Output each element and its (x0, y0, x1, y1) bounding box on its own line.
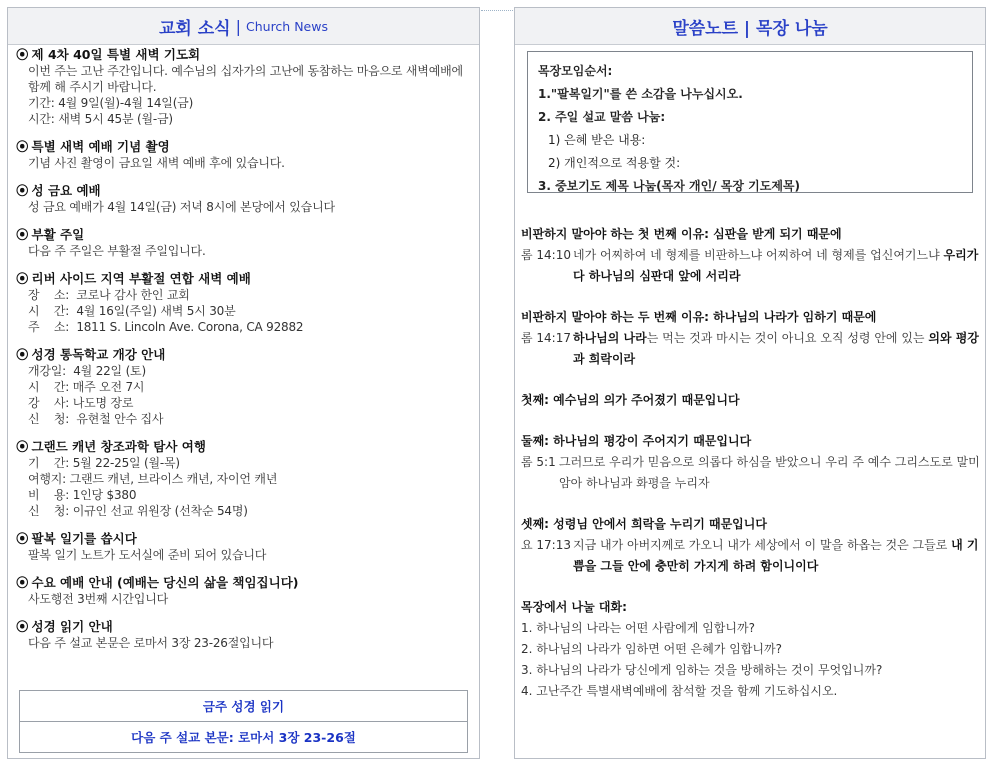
point-heading: 둘째: 하나님의 평강이 주어지기 때문입니다 (521, 434, 752, 448)
bullet-icon: ⦿ (16, 531, 29, 546)
news-item-line: 기 간: 5월 22-25일 (월-목) (28, 456, 180, 470)
verse-text-bold: 의와 평강과 희락이라 (573, 331, 979, 366)
bullet-icon: ⦿ (16, 139, 29, 154)
news-item (16, 47, 473, 127)
point-heading: 셋째: 성령님 안에서 희락을 누리기 때문입니다 (521, 517, 767, 531)
news-item-line: 주 소: 1811 S. Lincoln Ave. Corona, CA 92882 (28, 320, 304, 334)
verse-text: 그러므로 우리가 믿음으로 의롭다 하심을 받았으니 우리 주 예수 그리스도로 말미암아 하나님과 화평을 누리자 (559, 455, 980, 490)
news-item-title: 성 금요 예배 (31, 183, 101, 198)
news-item-line: 다음 주 설교 본문은 로마서 3장 23-26절입니다 (28, 636, 274, 650)
church-news-subtitle: Church News (246, 18, 328, 34)
verse-text-bold: 하나님의 나라 (573, 331, 647, 345)
news-item (16, 347, 473, 427)
verse-ref: 롬 14:10 (521, 248, 571, 262)
bullet-icon: ⦿ (16, 271, 29, 286)
meeting-order-substep: 2) 개인적으로 적용할 것: (548, 156, 681, 170)
meeting-order-substep: 1) 은혜 받은 내용: (548, 133, 646, 147)
meeting-order-step: 3. 중보기도 제목 나눔(목자 개인/ 목장 기도제목) (538, 179, 800, 193)
news-item (16, 227, 473, 259)
news-item (16, 619, 473, 651)
news-item-line: 여행지: 그랜드 캐년, 브라이스 캐년, 자이언 캐년 (28, 472, 278, 486)
discussion-heading: 목장에서 나눌 대화: (521, 600, 627, 614)
news-item-line: 다음 주 주일은 부활절 주일입니다. (28, 244, 206, 258)
news-item-title: 특별 새벽 예배 기념 촬영 (31, 139, 170, 154)
verse-text-plain: 는 먹는 것과 마시는 것이 아니요 오직 성령 안에 있는 (646, 331, 925, 345)
sermon-note-header (515, 8, 985, 45)
panel-divider (481, 10, 513, 761)
reason-heading: 비판하지 말아야 하는 두 번째 이유: 하나님의 나라가 임하기 때문에 (521, 310, 877, 324)
discussion-question: 4. 고난주간 특별새벽예배에 참석할 것을 함께 기도하십시오. (521, 684, 838, 698)
news-item (16, 439, 473, 519)
church-news-panel (7, 7, 480, 759)
news-item-line: 비 용: 1인당 $380 (28, 488, 137, 502)
bible-reading-title: 금주 성경 읽기 (202, 699, 285, 714)
sermon-note-title: 말씀노트 | 목장 나눔 (672, 18, 828, 39)
sermon-note-panel (514, 7, 986, 759)
news-list (16, 47, 473, 663)
news-item-line: 신 청: 이규인 선교 위원장 (선착순 54명) (28, 504, 248, 518)
news-item-line: 기간: 4월 9일(월)-4월 14일(금) (28, 96, 194, 110)
news-item-title: 팔복 일기를 씁시다 (31, 531, 137, 546)
verse-text-bold: 우리가 다 하나님의 심판대 앞에 서리라 (573, 248, 979, 283)
news-item-line: 신 청: 유현철 안수 집사 (28, 412, 164, 426)
news-item (16, 271, 473, 335)
verse-text-bold: 내 기쁨을 그들 안에 충만히 가지게 하려 함이니이다 (573, 538, 979, 573)
verse-text (573, 328, 983, 370)
news-item-line: 이번 주는 고난 주간입니다. 예수님의 십자가의 고난에 동참하는 마음으로 새벽예배에 함께 해 주시기 바랍니다. (28, 64, 463, 94)
news-item-line: 시 간: 매주 오전 7시 (28, 380, 145, 394)
church-news-header (8, 8, 479, 45)
church-news-title: 교회 소식 (159, 18, 231, 39)
meeting-order-step: 2. 주일 설교 말씀 나눔: (538, 110, 666, 124)
verse-ref: 롬 5:1 (521, 455, 556, 469)
news-item-title: 성경 통독학교 개강 안내 (31, 347, 166, 362)
bible-reading-text: 다음 주 설교 본문: 로마서 3장 23-26절 (20, 721, 467, 752)
bullet-icon: ⦿ (16, 575, 29, 590)
point-heading: 첫째: 예수님의 의가 주어졌기 때문입니다 (521, 393, 740, 407)
verse (521, 535, 983, 577)
news-item-line: 개강일: 4월 22일 (토) (28, 364, 146, 378)
news-item-title: 수요 예배 안내 (예배는 당신의 삶을 책임집니다) (31, 575, 299, 590)
bullet-icon: ⦿ (16, 347, 29, 362)
news-item-line: 기념 사진 촬영이 금요일 새벽 예배 후에 있습니다. (28, 156, 285, 170)
verse-text (573, 245, 983, 287)
meeting-order-box (527, 51, 973, 193)
news-item-line: 사도행전 3번째 시간입니다 (28, 592, 168, 606)
verse-ref: 롬 14:17 (521, 331, 571, 345)
news-item-line: 강 사: 나도명 장로 (28, 396, 134, 410)
verse (521, 245, 983, 287)
verse (521, 328, 983, 370)
news-item-line: 장 소: 코로나 감사 한인 교회 (28, 288, 190, 302)
title-separator: | (235, 16, 241, 36)
news-item-title: 리버 사이드 지역 부활절 연합 새벽 예배 (31, 271, 251, 286)
discussion-question: 1. 하나님의 나라는 어떤 사람에게 임합니까? (521, 621, 755, 635)
news-item-title: 그랜드 캐년 창조과학 탐사 여행 (31, 439, 206, 454)
verse-text-plain: 네가 어찌하여 네 형제를 비판하느냐 어찌하여 네 형제를 업신여기느냐 (573, 248, 940, 262)
verse-text-plain: 지금 내가 아버지께로 가오니 내가 세상에서 이 말을 하옵는 것은 그들로 (573, 538, 948, 552)
news-item-line: 시간: 새벽 5시 45분 (월-금) (28, 112, 173, 126)
bullet-icon: ⦿ (16, 183, 29, 198)
news-item (16, 183, 473, 215)
bullet-icon: ⦿ (16, 619, 29, 634)
reason-heading: 비판하지 말아야 하는 첫 번째 이유: 심판을 받게 되기 때문에 (521, 227, 842, 241)
news-item-line: 팔복 일기 노트가 도서실에 준비 되어 있습니다 (28, 548, 267, 562)
discussion-question: 3. 하나님의 나라가 당신에게 임하는 것을 방해하는 것이 무엇입니까? (521, 663, 883, 677)
news-item (16, 531, 473, 563)
news-item-title: 제 4차 40일 특별 새벽 기도회 (31, 47, 201, 62)
meeting-order-heading: 목장모임순서: (538, 64, 613, 78)
bible-reading-box (19, 690, 468, 753)
meeting-order-step: 1."팔복일기"를 쓴 소감을 나누십시오. (538, 87, 743, 101)
discussion-question: 2. 하나님의 나라가 임하면 어떤 은혜가 임합니까? (521, 642, 782, 656)
verse-text (573, 535, 983, 577)
verse (521, 452, 983, 494)
news-item-title: 성경 읽기 안내 (31, 619, 113, 634)
bullet-icon: ⦿ (16, 439, 29, 454)
news-item (16, 139, 473, 171)
news-item (16, 575, 473, 607)
news-item-title: 부활 주일 (31, 227, 85, 242)
sermon-notes (521, 224, 983, 702)
verse-ref: 요 17:13 (521, 538, 571, 552)
news-item-line: 시 간: 4월 16일(주일) 새벽 5시 30분 (28, 304, 236, 318)
news-item-line: 성 금요 예배가 4월 14일(금) 저녁 8시에 본당에서 있습니다 (28, 200, 335, 214)
bullet-icon: ⦿ (16, 227, 29, 242)
bullet-icon: ⦿ (16, 47, 29, 62)
